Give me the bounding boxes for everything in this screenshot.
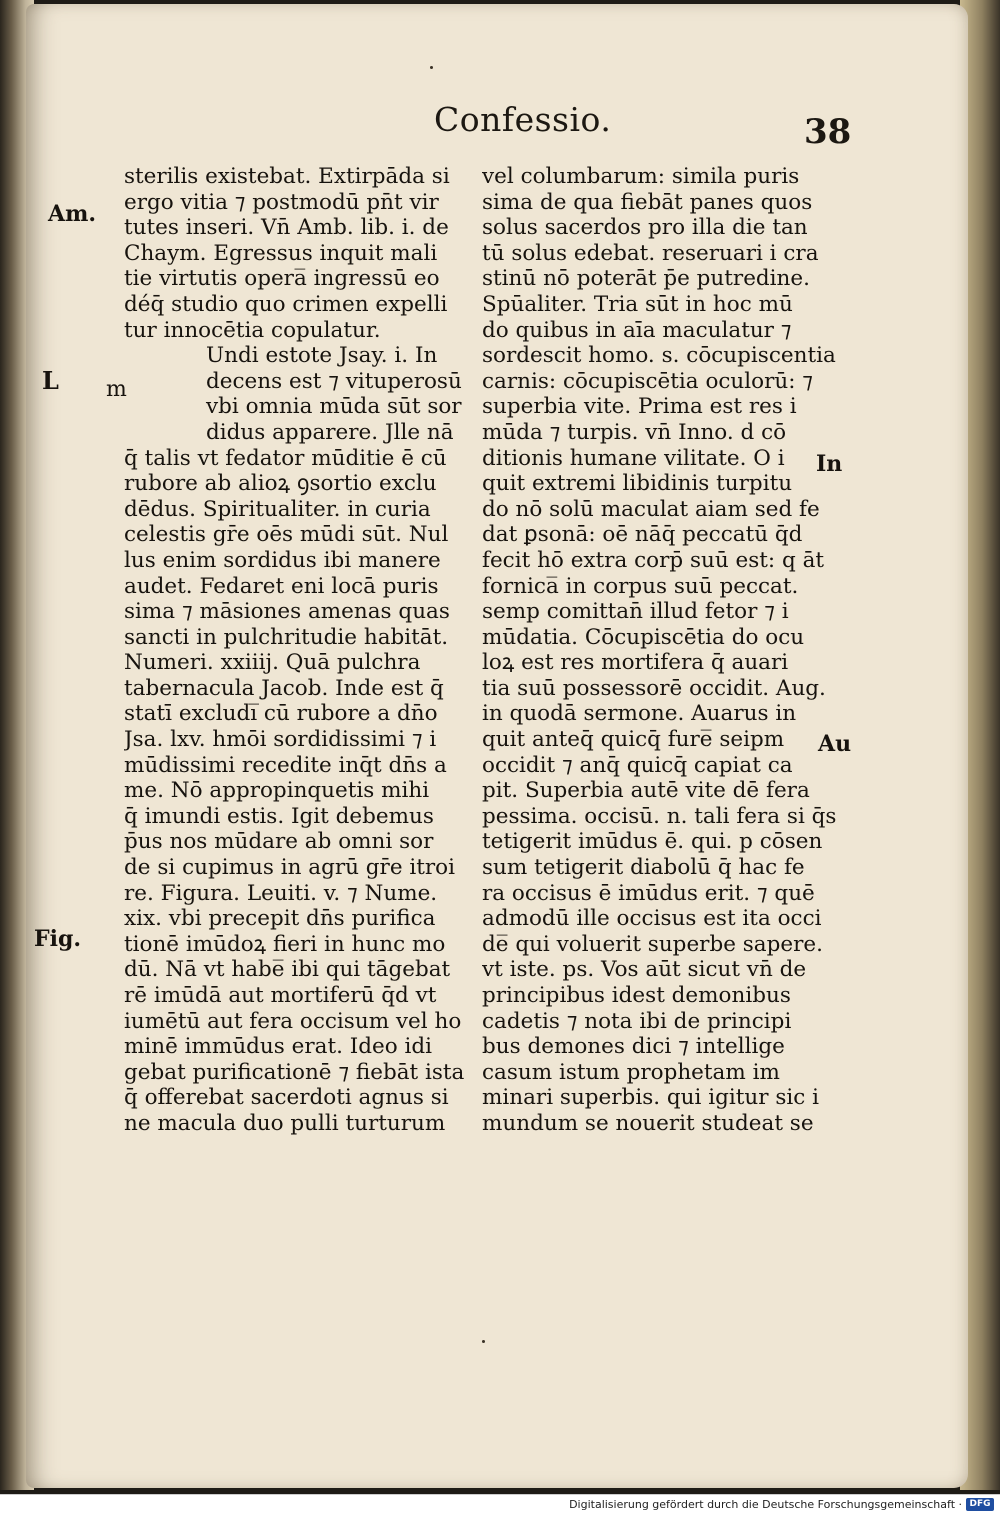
digitization-footer [0,1494,1000,1515]
text-line: superbia vite. Prima est res i [482,394,797,420]
ink-speck [482,1340,485,1343]
text-line: bus demones dici ⁊ intellige [482,1034,785,1060]
text-line: quit extremi libidinis turpitu [482,471,793,497]
text-line: semp comittan̄ illud fetor ⁊ i [482,599,789,625]
text-line: xix. vbi precepit dn̄s purifica [124,906,436,932]
text-column-left [124,164,484,1137]
text-line: audet. Fedaret eni locā puris [124,573,439,599]
margin-note-innocentius: In [816,451,843,477]
text-line: quit anteq̄ quicq̄ fure̅ seipm [482,727,785,753]
text-line: Numeri. xxiiij. Quā pulchra [124,650,421,676]
text-line: re. Figura. Leuiti. v. ⁊ Nume. [124,880,438,906]
text-line: mūdissimi recedite inq̄t dn̄s a [124,752,447,778]
text-line: dēdus. Spiritualiter. in curia [124,496,431,522]
text-line: do quibus in aīa maculatur ⁊ [482,317,792,343]
running-head: Confessio. [434,100,612,139]
text-line: solus sacerdos pro illa die tan [482,215,808,241]
dfg-logo: DFG [966,1498,994,1511]
text-line: mūdatia. Cōcupiscētia do ocu [482,624,805,650]
text-line: sancti in pulchritudie habitāt. [124,624,449,650]
text-line: gebat purificationē ⁊ fiebāt ista [124,1059,465,1085]
text-line: vel columbarum: simila puris [482,164,800,189]
text-line: tutes inseri. Vn̄ Amb. lib. i. de [124,215,449,241]
text-line: pit. Superbia autē vite dē fera [482,778,810,804]
text-line: dū. Nā vt habe̅ ibi qui tāgebat [124,957,451,983]
text-line: casum istum prophetam im [482,1059,780,1085]
ink-speck [430,66,433,69]
text-line: stinū nō poterāt p̄e putredine. [482,266,810,292]
text-line: ra occisus ē imūdus erit. ⁊ quē [482,880,815,906]
text-line: minē immūdus erat. Ideo idi [124,1034,433,1060]
text-line: Undi estote Jsay. i. In [206,343,438,369]
text-line: dat ꝑsonā: oē nāq̄ peccatū q̄d [482,522,803,548]
text-line: q̄ offerebat̄ sacerdoti agnus si [124,1085,449,1111]
text-line: carnis: cōcupiscētia oculorū: ⁊ [482,368,813,394]
text-line: vt iste. ps. Vos aūt sicut vn̄ de [482,957,807,983]
text-line: cadetis ⁊ nota ibi de principi [482,1008,792,1034]
text-line: tur innocētia copulatur. [124,317,381,343]
text-line: celestis gr̄e oēs mūdi sūt. Nul [124,522,449,548]
text-line: ditionis humane vilitate. O i [482,445,785,471]
text-line: do nō solū maculat aiam sed fe [482,496,820,522]
text-line: ergo vitia ⁊ postmodū pn̄t vir [124,189,439,215]
text-line: rē imūdā aut mortiferū q̄d vt [124,983,437,1008]
text-line: ne macula duo pulli turturum [124,1110,446,1136]
text-line: p̄us nos mūdare ab omni sor [124,829,434,855]
text-line: minari superbis. qui igitur sic i [482,1085,819,1111]
text-line: sima ⁊ māsiones amenas quas [124,599,450,625]
margin-note-letter-l: L [42,366,59,395]
margin-note-augustinus: Au [818,731,852,757]
text-line: sterilis existebat. Extirpāda si [124,164,450,189]
text-line: principibus idest demonibus [482,983,791,1008]
text-line: tie virtutis opera̅ ingressū eo [124,266,440,292]
text-line: vbi omnia mūda sūt sor [206,394,462,420]
text-line: déq̄ studio quo crimen expelli [124,291,448,317]
text-line: tia suū possessorē occidit. Aug. [482,675,826,701]
text-line: q̄ imundi estis. Igit̄ debemus [124,803,434,829]
text-line: q̄ talis vt fedator mūditie ē cū [124,445,447,471]
text-line: loꝝ est res mortifera q̄ auari [482,650,789,676]
margin-note-letter-m: m [106,377,127,402]
text-line: sima de qua fiebāt panes quos [482,189,813,215]
margin-note-ambrosius: Am. [48,201,97,227]
text-line: iumētū aut fera occisum vel ho [124,1008,462,1034]
footer-credit: Digitalisierung gefördert durch die Deutsche Forschungsgemeinschaft · [569,1498,962,1511]
text-line: me. Nō appropinquetis mihi [124,778,430,804]
text-line: Chaym. Egressus inquit mali [124,240,438,266]
text-line: pessima. occisū. n. tali fera si q̄s [482,803,837,829]
text-line: didus apparere. Jlle nā [206,419,454,445]
text-line: decens est ⁊ vituperosū [206,368,462,394]
text-line: Spūaliter. Tria sūt in hoc mū [482,291,793,317]
text-line: tabernacula Jacob. Inde est q̄ [124,675,444,701]
text-line: sum tetigerit diabolū q̄ hac fe [482,855,805,881]
book-page [26,4,968,1488]
text-line: admodū ille occisus est ita occi [482,906,822,932]
text-line: sordescit homo. s. cōcupiscentia [482,343,836,369]
folio-number: 38 [804,112,852,152]
text-line: occidit ⁊ anq̄ quicq̄ capiat ca [482,752,793,778]
text-line: lus enim sordidus ibi manere [124,547,441,573]
margin-note-figura: Fig. [34,926,82,952]
text-line: rubore ab alioꝝ ꝯsortio exclu [124,471,437,497]
text-line: mūda ⁊ turpis. vn̄ Inno. d̄ cō [482,419,787,445]
text-line: tionē imūdoꝝ fieri in hunc mo [124,931,446,957]
text-column-right [482,164,852,1137]
text-line: fecit hō extra corp̄ suū est: q āt [482,547,825,573]
text-line: de̅ qui voluerit superbe sapere. [482,931,823,957]
text-line: in quodā sermone. Auarus in [482,701,797,727]
text-line: mundum se nouerit studeat se [482,1110,814,1136]
text-line: tetigerit imūdus ē. qui. p cōsen [482,829,823,855]
text-line: fornica̅ in corpus suū peccat. [482,573,799,599]
text-line: de si cupimus in agrū gr̄e itroi [124,855,456,881]
text-line: tū solus edebat. reseruari i cra [482,240,819,266]
text-line: Jsa. lxv. hmōi sordidissimi ⁊ i [124,727,437,753]
text-line: statī excludi̅ cū rubore a dn̄o [124,701,438,727]
